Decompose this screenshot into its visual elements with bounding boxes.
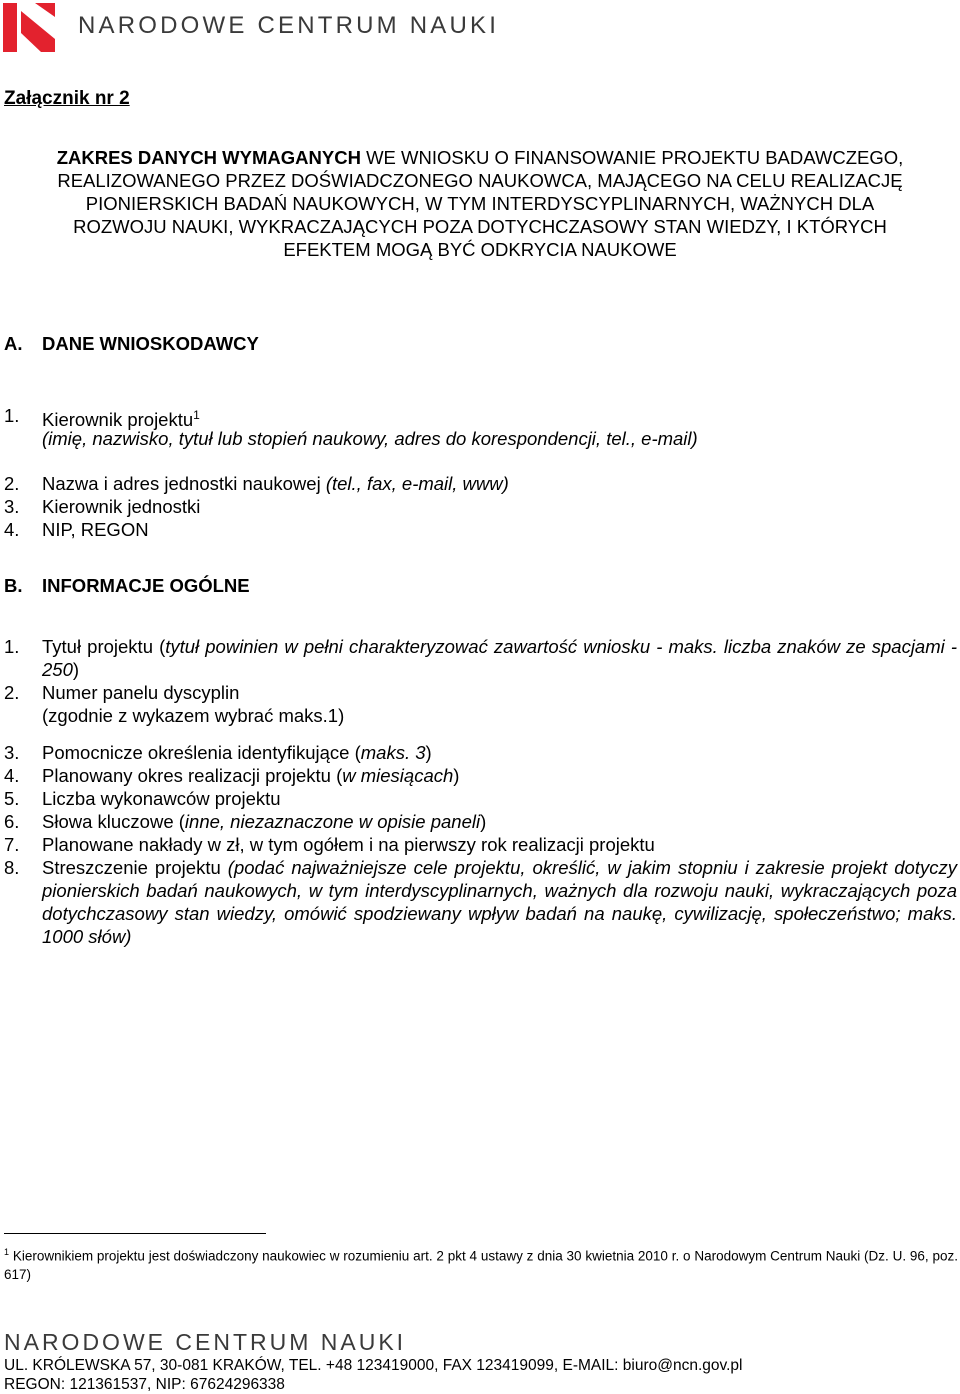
list-item: 6. Słowa kluczowe (inne, niezaznaczone w opisie paneli) <box>4 811 487 832</box>
section-a-title: DANE WNIOSKODAWCY <box>42 333 259 354</box>
list-item: 5. Liczba wykonawców projektu <box>4 788 281 809</box>
footer-logo-text: NARODOWE CENTRUM NAUKI <box>4 1329 407 1355</box>
list-item: 2. Nazwa i adres jednostki naukowej (tel., fax, e-mail, www) <box>4 473 509 494</box>
list-item: 4. NIP, REGON <box>4 519 149 540</box>
ncn-logo-icon <box>3 3 55 52</box>
section-a-heading <box>0 332 960 355</box>
footer-ids: REGON: 121361537, NIP: 67624296338 <box>4 1376 285 1393</box>
list-item: 4. Planowany okres realizacji projektu (w miesiącach) <box>4 765 460 786</box>
list-item: 7. Planowane nakłady w zł, w tym ogółem i na pierwszy rok realizacji projektu <box>4 834 655 855</box>
footnote-text: Kierownikiem projektu jest doświadczony naukowiec w rozumieniu art. 2 pkt 4 ustawy z dnia 30 kwietnia 2010 r. o Narodowym Centrum Nauki (Dz. U. 96, poz. 617) <box>4 1248 958 1282</box>
footer-address: UL. KRÓLEWSKA 57, 30-081 KRAKÓW, TEL. +48 123419000, FAX 123419099, E-MAIL: biuro@ncn.gov.pl <box>4 1357 743 1374</box>
section-b-letter: B. <box>4 575 23 596</box>
list-item: 8. Streszczenie projektu (podać najważniejsze cele projektu, określić, w jakim stopniu i zakresie projekt dotyczy pionierskich badań naukowych, w tym interdyscyplinarnych, ważnych dla rozwoju nauki, wykraczających poza dotychczasowy stan wiedzy, omówić spodziewany wpływ badań na naukę, cywilizację, społeczeństwo; maks. 1000 słów) <box>4 857 957 947</box>
header <box>0 0 960 60</box>
title-line-5: EFEKTEM MOGĄ BYĆ ODKRYCIA NAUKOWE <box>283 239 677 260</box>
title-line-2: REALIZOWANEGO PRZEZ DOŚWIADCZONEGO NAUKOWCA, MAJĄCEGO NA CELU REALIZACJĘ <box>57 170 903 191</box>
list-item: 3. Pomocnicze określenia identyfikujące (maks. 3) <box>4 742 432 763</box>
footnote <box>4 1243 958 1284</box>
footnote-divider <box>4 1233 266 1234</box>
footnote-ref: 1 <box>193 408 200 422</box>
title-line-3: PIONIERSKICH BADAŃ NAUKOWYCH, W TYM INTERDYSCYPLINARNYCH, WAŻNYCH DLA <box>85 193 875 214</box>
footnote-mark: 1 <box>4 1247 10 1257</box>
section-b-title: INFORMACJE OGÓLNE <box>42 575 250 596</box>
list-item: 2. Numer panelu dyscyplin (zgodnie z wykazem wybrać maks.1) <box>4 682 345 726</box>
section-b-heading <box>0 574 960 597</box>
list-item: 3. Kierownik jednostki <box>4 496 201 517</box>
list-item: 1. Tytuł projektu (tytuł powinien w pełni charakteryzować zawartość wniosku - maks. liczba znaków ze spacjami - 250) <box>4 636 957 680</box>
title-line-4: ROZWOJU NAUKI, WYKRACZAJĄCYCH POZA DOTYCHCZASOWY STAN WIEDZY, I KTÓRYCH <box>73 216 887 237</box>
attachment-label: Załącznik nr 2 <box>4 88 130 109</box>
list-item: 1. Kierownik projektu$^1$ (imię, nazwisko, tytuł lub stopień naukowy, adres do korespondencji, tel., e-mail) <box>4 405 698 449</box>
title-bold: ZAKRES DANYCH WYMAGANYCH <box>56 147 361 168</box>
title-line-1-rest: WE WNIOSKU O FINANSOWANIE PROJEKTU BADAWCZEGO, <box>360 147 904 168</box>
section-a-letter: A. <box>4 333 23 354</box>
header-logo-text: NARODOWE CENTRUM NAUKI <box>78 12 500 39</box>
title-line-1 <box>0 146 960 169</box>
